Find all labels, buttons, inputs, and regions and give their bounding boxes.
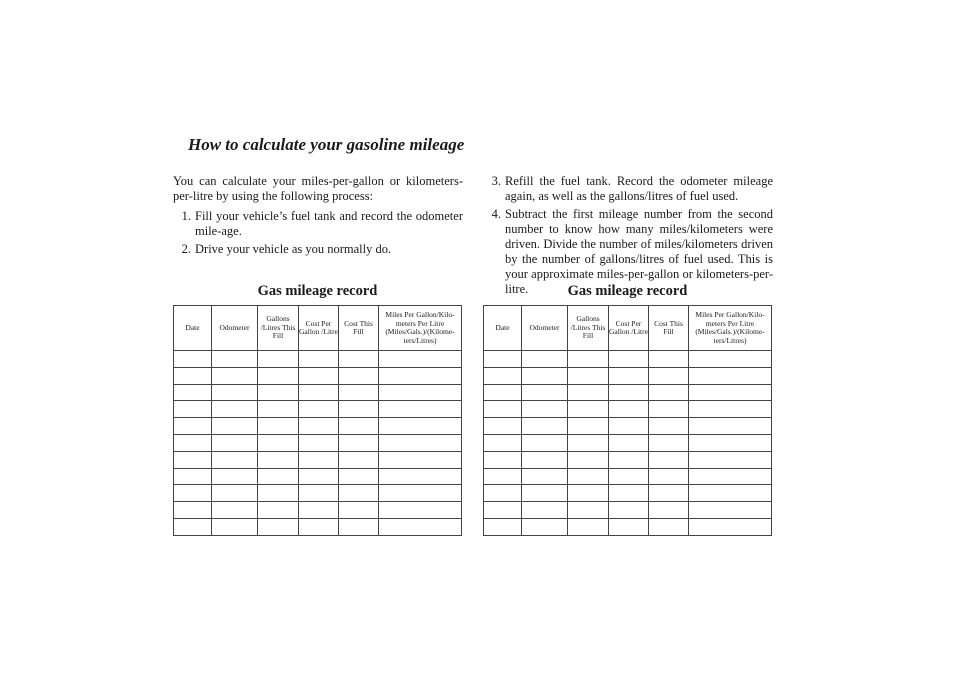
blank-entry-cell: [339, 351, 379, 368]
page-title: How to calculate your gasoline mileage: [188, 135, 465, 154]
blank-entry-cell: [609, 518, 649, 535]
column-header-gallons-litres: Gallons /Litres This Fill: [568, 306, 609, 351]
blank-entry-cell: [568, 518, 609, 535]
step-text: Drive your vehicle as you normally do.: [195, 242, 392, 256]
blank-entry-cell: [258, 401, 299, 418]
blank-entry-cell: [522, 351, 568, 368]
table-row: [484, 418, 772, 435]
blank-entry-cell: [174, 502, 212, 519]
blank-entry-cell: [212, 451, 258, 468]
blank-entry-cell: [649, 351, 689, 368]
blank-entry-cell: [339, 434, 379, 451]
blank-entry-cell: [379, 351, 462, 368]
blank-entry-cell: [522, 367, 568, 384]
blank-entry-cell: [258, 434, 299, 451]
blank-entry-cell: [299, 451, 339, 468]
blank-entry-cell: [299, 485, 339, 502]
blank-entry-cell: [258, 384, 299, 401]
gas-mileage-record-title-left: Gas mileage record: [257, 283, 378, 299]
step-3: [483, 174, 773, 204]
blank-entry-cell: [174, 367, 212, 384]
steps-list-part-2: [483, 174, 773, 297]
column-header-cost-this-fill: Cost This Fill: [649, 306, 689, 351]
blank-entry-cell: [299, 468, 339, 485]
blank-entry-cell: [379, 384, 462, 401]
blank-entry-cell: [568, 384, 609, 401]
blank-entry-cell: [649, 502, 689, 519]
column-header-date: Date: [174, 306, 212, 351]
blank-entry-cell: [299, 351, 339, 368]
blank-entry-cell: [212, 418, 258, 435]
blank-entry-cell: [522, 384, 568, 401]
blank-entry-cell: [609, 485, 649, 502]
step-number: 1.: [181, 209, 191, 223]
blank-entry-cell: [379, 367, 462, 384]
blank-entry-cell: [212, 367, 258, 384]
table-row: [174, 502, 462, 519]
blank-entry-cell: [339, 418, 379, 435]
blank-entry-cell: [299, 418, 339, 435]
blank-entry-cell: [649, 451, 689, 468]
blank-entry-cell: [339, 518, 379, 535]
table-row: [174, 518, 462, 535]
blank-entry-cell: [484, 384, 522, 401]
blank-entry-cell: [258, 518, 299, 535]
table-row: [174, 367, 462, 384]
blank-entry-cell: [258, 367, 299, 384]
blank-entry-cell: [299, 518, 339, 535]
blank-entry-cell: [339, 384, 379, 401]
blank-entry-cell: [649, 485, 689, 502]
column-header-miles-per-gallon: Miles Per Gallon/Kilo-meters Per Litre (Miles/Gals.)/(Kilome-ters/Litres): [379, 306, 462, 351]
blank-entry-cell: [649, 434, 689, 451]
column-header-gallons-litres: Gallons /Litres This Fill: [258, 306, 299, 351]
table-row: [174, 351, 462, 368]
table-row: [484, 518, 772, 535]
blank-entry-cell: [689, 351, 772, 368]
blank-entry-cell: [339, 502, 379, 519]
blank-entry-cell: [339, 485, 379, 502]
blank-entry-cell: [174, 418, 212, 435]
blank-entry-cell: [258, 468, 299, 485]
table-row: [484, 351, 772, 368]
blank-entry-cell: [339, 367, 379, 384]
blank-entry-cell: [689, 485, 772, 502]
blank-entry-cell: [609, 418, 649, 435]
table-row: [484, 502, 772, 519]
blank-entry-cell: [484, 502, 522, 519]
blank-entry-cell: [609, 367, 649, 384]
table-row: [174, 468, 462, 485]
blank-entry-cell: [609, 384, 649, 401]
blank-entry-cell: [484, 434, 522, 451]
table-row: [174, 401, 462, 418]
step-number: 4.: [491, 207, 501, 221]
step-2: [173, 242, 463, 257]
blank-entry-cell: [689, 367, 772, 384]
blank-entry-cell: [212, 434, 258, 451]
blank-entry-cell: [379, 418, 462, 435]
blank-entry-cell: [609, 434, 649, 451]
blank-entry-cell: [484, 351, 522, 368]
steps-list-part-1: [173, 209, 463, 257]
blank-entry-cell: [299, 401, 339, 418]
blank-entry-cell: [484, 418, 522, 435]
blank-entry-cell: [689, 401, 772, 418]
blank-entry-cell: [174, 485, 212, 502]
blank-entry-cell: [484, 485, 522, 502]
blank-entry-cell: [649, 384, 689, 401]
blank-entry-cell: [522, 502, 568, 519]
blank-entry-cell: [174, 401, 212, 418]
blank-entry-cell: [649, 518, 689, 535]
table-header-row: [174, 306, 462, 351]
blank-entry-cell: [609, 468, 649, 485]
table-row: [174, 485, 462, 502]
table-row: [174, 384, 462, 401]
blank-entry-cell: [212, 351, 258, 368]
table-row: [174, 451, 462, 468]
column-header-cost-per-gallon: Cost Per Gallon /Litre: [609, 306, 649, 351]
blank-entry-cell: [522, 485, 568, 502]
blank-entry-cell: [174, 351, 212, 368]
step-number: 3.: [491, 174, 501, 188]
blank-entry-cell: [484, 518, 522, 535]
blank-entry-cell: [689, 518, 772, 535]
blank-entry-cell: [379, 518, 462, 535]
gas-mileage-record-table-right: [483, 305, 772, 536]
blank-entry-cell: [212, 401, 258, 418]
blank-entry-cell: [522, 468, 568, 485]
blank-entry-cell: [339, 451, 379, 468]
blank-entry-cell: [258, 418, 299, 435]
step-1: [173, 209, 463, 239]
step-text: Fill your vehicle’s fuel tank and record the odometer mile-age.: [195, 209, 463, 238]
table-row: [484, 367, 772, 384]
blank-entry-cell: [522, 451, 568, 468]
intro-paragraph: You can calculate your miles-per-gallon or kilometers-per-litre by using the following process:: [173, 174, 463, 203]
blank-entry-cell: [568, 502, 609, 519]
blank-entry-cell: [212, 384, 258, 401]
blank-entry-cell: [299, 502, 339, 519]
blank-entry-cell: [689, 384, 772, 401]
column-header-odometer: Odometer: [522, 306, 568, 351]
blank-entry-cell: [609, 451, 649, 468]
blank-entry-cell: [609, 502, 649, 519]
gas-mileage-record-title-right: Gas mileage record: [567, 283, 688, 299]
blank-entry-cell: [212, 485, 258, 502]
blank-entry-cell: [484, 468, 522, 485]
blank-entry-cell: [174, 451, 212, 468]
blank-entry-cell: [258, 451, 299, 468]
blank-entry-cell: [339, 401, 379, 418]
table-row: [484, 384, 772, 401]
blank-entry-cell: [174, 468, 212, 485]
right-text-column: [483, 174, 773, 300]
blank-entry-cell: [339, 468, 379, 485]
blank-entry-cell: [484, 367, 522, 384]
blank-entry-cell: [258, 485, 299, 502]
blank-entry-cell: [379, 485, 462, 502]
table-row: [484, 451, 772, 468]
left-text-column: [173, 174, 463, 260]
blank-entry-cell: [609, 401, 649, 418]
table-header-row: [484, 306, 772, 351]
column-header-cost-this-fill: Cost This Fill: [339, 306, 379, 351]
blank-entry-cell: [522, 401, 568, 418]
gas-mileage-record-table-left: [173, 305, 462, 536]
column-header-date: Date: [484, 306, 522, 351]
blank-entry-cell: [568, 401, 609, 418]
step-text: Subtract the first mileage number from the second number to know how many miles/kilometers were driven. Divide the number of miles/kilometers driven by the number of gallons/litres of fuel used. This is your approximate miles-per-gallon or kilometers-per-litre.: [505, 207, 773, 296]
blank-entry-cell: [689, 502, 772, 519]
blank-entry-cell: [258, 502, 299, 519]
blank-entry-cell: [379, 401, 462, 418]
blank-entry-cell: [484, 401, 522, 418]
column-header-miles-per-gallon: Miles Per Gallon/Kilo-meters Per Litre (Miles/Gals.)/(Kilome-ters/Litres): [689, 306, 772, 351]
table-row: [484, 468, 772, 485]
blank-entry-cell: [299, 367, 339, 384]
blank-entry-cell: [568, 434, 609, 451]
table-row: [484, 401, 772, 418]
blank-entry-cell: [212, 518, 258, 535]
blank-entry-cell: [299, 384, 339, 401]
table-row: [174, 418, 462, 435]
blank-entry-cell: [649, 468, 689, 485]
blank-entry-cell: [568, 351, 609, 368]
blank-entry-cell: [689, 468, 772, 485]
blank-entry-cell: [379, 451, 462, 468]
blank-entry-cell: [689, 434, 772, 451]
table-row: [484, 434, 772, 451]
table-row: [174, 434, 462, 451]
blank-entry-cell: [522, 418, 568, 435]
blank-entry-cell: [649, 418, 689, 435]
blank-entry-cell: [379, 502, 462, 519]
blank-entry-cell: [522, 518, 568, 535]
blank-entry-cell: [299, 434, 339, 451]
blank-entry-cell: [174, 384, 212, 401]
blank-entry-cell: [212, 468, 258, 485]
blank-entry-cell: [609, 351, 649, 368]
blank-entry-cell: [649, 401, 689, 418]
step-number: 2.: [181, 242, 191, 256]
blank-entry-cell: [212, 502, 258, 519]
blank-entry-cell: [174, 434, 212, 451]
blank-entry-cell: [649, 367, 689, 384]
blank-entry-cell: [568, 468, 609, 485]
blank-entry-cell: [522, 434, 568, 451]
blank-entry-cell: [689, 451, 772, 468]
blank-entry-cell: [568, 418, 609, 435]
blank-entry-cell: [568, 367, 609, 384]
blank-entry-cell: [379, 468, 462, 485]
step-text: Refill the fuel tank. Record the odometer mileage again, as well as the gallons/litres of fuel used.: [505, 174, 773, 203]
table-row: [484, 485, 772, 502]
column-header-cost-per-gallon: Cost Per Gallon /Litre: [299, 306, 339, 351]
blank-entry-cell: [689, 418, 772, 435]
blank-entry-cell: [174, 518, 212, 535]
blank-entry-cell: [568, 451, 609, 468]
blank-entry-cell: [379, 434, 462, 451]
blank-entry-cell: [568, 485, 609, 502]
blank-entry-cell: [258, 351, 299, 368]
blank-entry-cell: [484, 451, 522, 468]
column-header-odometer: Odometer: [212, 306, 258, 351]
